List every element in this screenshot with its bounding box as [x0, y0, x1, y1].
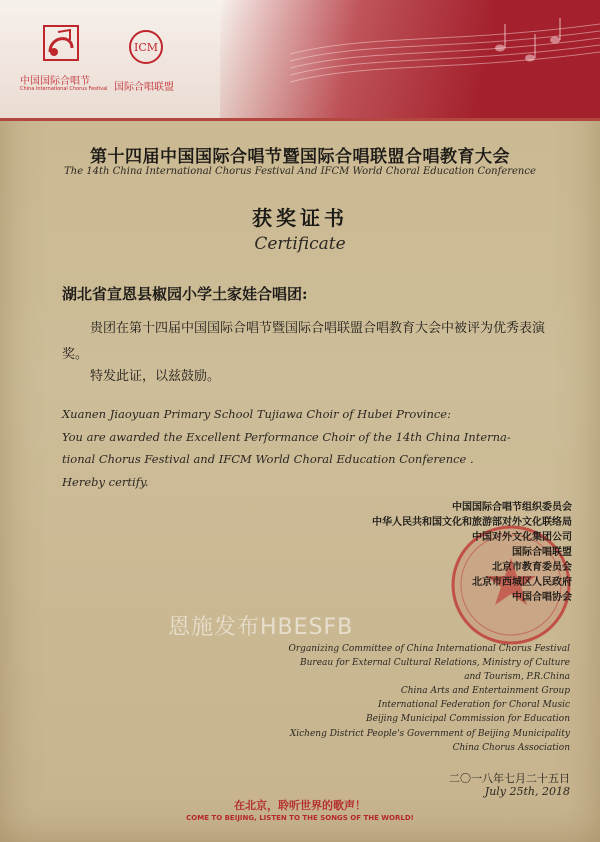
icm-logo-mark: ICM — [133, 41, 159, 54]
award-en-line: Xuanen Jiaoyuan Primary School Tujiawa Choir of Hubei Province: — [62, 407, 451, 421]
organizer-en: China Chorus Association — [452, 742, 570, 753]
organizers-cn — [372, 500, 572, 605]
organizer-cn: 北京市教育委员会 — [492, 562, 572, 573]
organizer-cn: 中国对外文化集团公司 — [472, 532, 572, 543]
organizer-en: Beijing Municipal Commission for Education — [366, 714, 570, 725]
festival-logo-icon — [38, 22, 84, 68]
music-staff-decoration — [290, 14, 600, 114]
certificate-heading-cn: 获奖证书 — [252, 206, 348, 230]
organizer-en: and Tourism, P.R.China — [464, 672, 570, 683]
organizer-en: Xicheng District People's Government of Beijing Municipality — [289, 728, 570, 739]
icm-logo-label: 国际合唱联盟 — [114, 82, 174, 93]
header-divider — [0, 118, 600, 121]
organizer-cn: 北京市西城区人民政府 — [472, 577, 572, 588]
date-en: July 25th, 2018 — [484, 785, 570, 798]
festival-logo-label: 中国国际合唱节 — [20, 76, 90, 87]
organizer-en: International Federation for Choral Music — [378, 700, 570, 711]
award-en-line: tional Chorus Festival and IFCM World Choral Education Conference . — [62, 452, 474, 466]
organizer-en: Bureau for External Cultural Relations, Ministry of Culture — [299, 658, 570, 669]
slogan-en: COME TO BEIJING, LISTEN TO THE SONGS OF THE WORLD! — [186, 814, 414, 822]
organizers-en — [289, 642, 571, 755]
award-body-en — [62, 403, 567, 493]
organizer-en: Organizing Committee of China International Chorus Festival — [288, 644, 570, 654]
award-body-cn: 贵团在第十四届中国国际合唱节暨国际合唱联盟合唱教育大会中被评为优秀表演奖。 — [62, 321, 546, 362]
event-title-cn: 第十四届中国国际合唱节暨国际合唱联盟合唱教育大会 — [90, 147, 510, 167]
watermark: 恩施发布HBESFB — [168, 615, 354, 640]
certificate-heading-en: Certificate — [254, 234, 346, 254]
icm-logo-icon — [126, 27, 166, 67]
organizer-cn: 中华人民共和国文化和旅游部对外文化联络局 — [372, 517, 572, 528]
slogan-cn: 在北京，聆听世界的歌声！ — [234, 799, 366, 812]
hereby-statement-cn: 特发此证，以兹鼓励。 — [90, 369, 221, 384]
festival-logo-sublabel: China International Chorus Festival — [20, 86, 108, 92]
award-en-line: You are awarded the Excellent Performance Choir of the 14th China Interna- — [62, 429, 511, 444]
organizer-cn: 中国合唱协会 — [512, 592, 572, 603]
organizer-en: China Arts and Entertainment Group — [400, 686, 570, 697]
organizer-cn: 国际合唱联盟 — [512, 547, 572, 558]
date-cn: 二〇一八年七月二十五日 — [449, 772, 570, 785]
organizer-cn: 中国国际合唱节组织委员会 — [452, 502, 572, 513]
recipient-name: 湖北省宣恩县椒园小学土家娃合唱团: — [62, 285, 308, 303]
award-en-line: Hereby certify. — [62, 474, 149, 489]
event-title-en: The 14th China International Chorus Festival And IFCM World Choral Education Conference — [64, 166, 536, 177]
